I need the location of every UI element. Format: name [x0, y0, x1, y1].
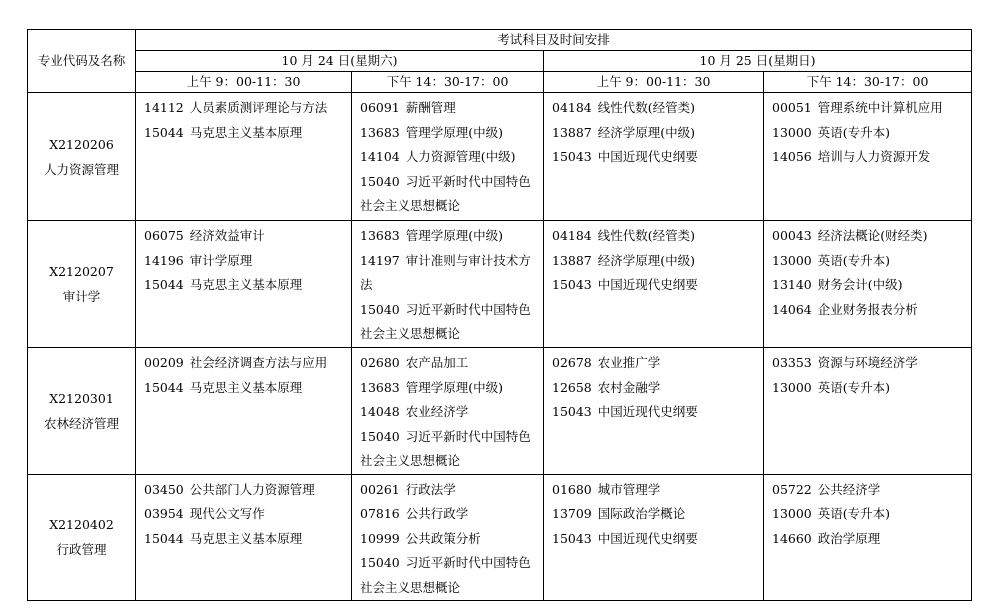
course-code: 15043 [552, 277, 592, 292]
course-name: 管理学原理(中级) [405, 379, 504, 395]
course-code: 14197 [360, 252, 400, 268]
course-code: 06091 [360, 100, 400, 115]
course-name: 审计准则与审计技术方法 [360, 252, 531, 292]
course-code: 13683 [360, 124, 400, 140]
course-item [772, 249, 971, 274]
course-code: 14112 [144, 100, 184, 115]
course-code: 15040 [360, 555, 400, 570]
course-item [144, 376, 351, 401]
major-cell [28, 93, 136, 221]
course-item [144, 96, 351, 121]
course-item [360, 298, 543, 347]
major-column-header: 专业代码及名称 [28, 30, 136, 93]
course-code: 13140 [772, 277, 812, 292]
course-name: 马克思主义基本原理 [189, 124, 303, 140]
course-name: 经济学原理(中级) [597, 252, 696, 268]
course-item [144, 527, 351, 552]
course-code: 15040 [360, 428, 400, 444]
course-code: 03450 [144, 481, 184, 497]
course-code: 14104 [360, 149, 400, 164]
major-cell [28, 348, 136, 475]
course-name: 中国近现代史纲要 [597, 404, 698, 419]
course-code: 00051 [772, 100, 812, 115]
course-name: 管理学原理(中级) [405, 124, 504, 140]
major-name: 行政管理 [56, 542, 107, 558]
course-item [144, 273, 351, 298]
course-name: 社会经济调查方法与应用 [189, 355, 328, 370]
course-code: 03954 [144, 506, 184, 521]
course-item [772, 96, 971, 121]
course-cell [544, 348, 764, 475]
course-name: 政治学原理 [817, 530, 881, 546]
course-name: 经济学原理(中级) [597, 124, 696, 140]
major-code: X2120301 [49, 390, 114, 406]
course-item [772, 298, 971, 323]
course-name: 习近平新时代中国特色社会主义思想概论 [360, 555, 531, 595]
course-cell [352, 474, 544, 601]
course-name: 公共经济学 [817, 481, 881, 497]
course-cell [352, 348, 544, 475]
course-code: 02678 [552, 355, 592, 370]
course-code: 15044 [144, 277, 184, 292]
course-name: 公共部门人力资源管理 [189, 481, 315, 497]
course-cell [352, 221, 544, 348]
course-code: 13709 [552, 506, 592, 521]
course-name: 中国近现代史纲要 [597, 149, 698, 164]
course-item [772, 478, 971, 503]
course-cell [544, 93, 764, 221]
major-name: 审计学 [62, 289, 101, 304]
header-row-days [28, 51, 972, 72]
course-code: 14048 [360, 404, 400, 419]
course-code: 01680 [552, 481, 592, 497]
course-item [360, 249, 543, 298]
course-name: 英语(专升本) [817, 124, 891, 140]
course-name: 农村金融学 [597, 379, 661, 395]
table-row [28, 348, 972, 475]
course-item [144, 478, 351, 503]
course-cell [764, 221, 972, 348]
course-item [552, 224, 763, 249]
course-name: 公共行政学 [405, 506, 469, 521]
course-item [772, 376, 971, 401]
course-code: 13000 [772, 252, 812, 268]
table-row [28, 474, 972, 601]
time-slot-header: 上午 9：00-11：30 [136, 72, 352, 93]
course-item [772, 527, 971, 552]
course-name: 马克思主义基本原理 [189, 379, 303, 395]
course-code: 15043 [552, 404, 592, 419]
course-cell [544, 474, 764, 601]
course-name: 习近平新时代中国特色社会主义思想概论 [360, 173, 531, 213]
course-name: 农业推广学 [597, 355, 661, 370]
table-header [28, 30, 972, 93]
major-code: X2120402 [49, 517, 114, 533]
course-code: 04184 [552, 228, 592, 243]
course-item [552, 121, 763, 146]
course-name: 英语(专升本) [817, 506, 891, 521]
course-name: 薪酬管理 [405, 100, 456, 115]
course-code: 03353 [772, 355, 812, 370]
course-cell [136, 348, 352, 475]
course-item [552, 351, 763, 376]
course-code: 13000 [772, 379, 812, 395]
course-item [360, 224, 543, 249]
course-name: 审计学原理 [189, 252, 253, 268]
course-code: 02680 [360, 355, 400, 370]
course-code: 10999 [360, 530, 400, 546]
course-code: 14196 [144, 252, 184, 268]
course-item [360, 121, 543, 146]
course-name: 英语(专升本) [817, 252, 891, 268]
course-item [360, 96, 543, 121]
course-item [360, 425, 543, 474]
course-code: 13000 [772, 506, 812, 521]
day-header: 10 月 25 日(星期日) [544, 51, 972, 72]
course-item [360, 551, 543, 600]
course-item [360, 351, 543, 376]
course-item [144, 121, 351, 146]
course-code: 13683 [360, 379, 400, 395]
course-code: 14660 [772, 530, 812, 546]
course-item [360, 145, 543, 170]
day-header: 10 月 24 日(星期六) [136, 51, 544, 72]
course-code: 00209 [144, 355, 184, 370]
course-name: 财务会计(中级) [817, 277, 903, 292]
course-item [552, 249, 763, 274]
major-name: 人力资源管理 [43, 161, 119, 177]
course-item [360, 170, 543, 219]
course-item [772, 224, 971, 249]
course-name: 中国近现代史纲要 [597, 530, 698, 546]
course-name: 培训与人力资源开发 [817, 149, 931, 164]
course-name: 习近平新时代中国特色社会主义思想概论 [360, 301, 531, 341]
course-name: 经济效益审计 [189, 228, 265, 243]
course-code: 04184 [552, 100, 592, 115]
course-item [552, 96, 763, 121]
course-code: 13887 [552, 124, 592, 140]
course-name: 习近平新时代中国特色社会主义思想概论 [360, 428, 531, 468]
course-cell [764, 348, 972, 475]
course-code: 15043 [552, 149, 592, 164]
course-item [552, 527, 763, 552]
header-row-slots [28, 72, 972, 93]
course-item [552, 502, 763, 527]
course-item [360, 502, 543, 527]
course-name: 马克思主义基本原理 [189, 530, 303, 546]
course-item [772, 502, 971, 527]
course-item [360, 527, 543, 552]
major-code: X2120206 [49, 136, 114, 152]
exam-schedule-table [27, 29, 972, 601]
course-name: 城市管理学 [597, 481, 661, 497]
time-slot-header: 下午 14：30-17：00 [764, 72, 972, 93]
course-name: 管理系统中计算机应用 [817, 100, 943, 115]
course-name: 公共政策分析 [405, 530, 481, 546]
course-item [360, 400, 543, 425]
course-item [552, 400, 763, 425]
major-name: 农林经济管理 [43, 415, 119, 431]
course-item [360, 376, 543, 401]
course-name: 人力资源管理(中级) [405, 149, 516, 164]
major-cell [28, 221, 136, 348]
major-code: X2120207 [49, 264, 114, 279]
table-body [28, 93, 972, 601]
course-cell [352, 93, 544, 221]
table-row [28, 221, 972, 348]
course-code: 12658 [552, 379, 592, 395]
time-slot-header: 下午 14：30-17：00 [352, 72, 544, 93]
course-cell [136, 221, 352, 348]
course-item [552, 145, 763, 170]
course-name: 英语(专升本) [817, 379, 891, 395]
course-item [144, 502, 351, 527]
course-cell [764, 93, 972, 221]
schedule-header: 考试科目及时间安排 [136, 30, 972, 51]
course-item [772, 273, 971, 298]
course-name: 农产品加工 [405, 355, 469, 370]
course-cell [764, 474, 972, 601]
course-code: 00043 [772, 228, 812, 243]
course-code: 15044 [144, 379, 184, 395]
course-item [360, 478, 543, 503]
course-name: 国际政治学概论 [597, 506, 686, 521]
course-name: 企业财务报表分析 [817, 301, 918, 317]
course-code: 00261 [360, 481, 400, 497]
course-code: 05722 [772, 481, 812, 497]
course-name: 现代公文写作 [189, 506, 265, 521]
course-name: 线性代数(经管类) [597, 228, 696, 243]
course-code: 15040 [360, 173, 400, 189]
course-item [552, 478, 763, 503]
course-code: 07816 [360, 506, 400, 521]
course-item [144, 351, 351, 376]
course-name: 资源与环境经济学 [817, 355, 918, 370]
header-row-1 [28, 30, 972, 51]
course-name: 马克思主义基本原理 [189, 277, 303, 292]
course-code: 15044 [144, 124, 184, 140]
course-item [772, 145, 971, 170]
course-name: 管理学原理(中级) [405, 228, 504, 243]
course-item [552, 376, 763, 401]
course-name: 中国近现代史纲要 [597, 277, 698, 292]
course-code: 13683 [360, 228, 400, 243]
course-item [772, 351, 971, 376]
major-cell [28, 474, 136, 601]
course-code: 15043 [552, 530, 592, 546]
course-item [144, 224, 351, 249]
course-cell [136, 474, 352, 601]
course-code: 15040 [360, 301, 400, 317]
course-code: 14064 [772, 301, 812, 317]
course-item [772, 121, 971, 146]
course-code: 06075 [144, 228, 184, 243]
course-name: 经济法概论(财经类) [817, 228, 928, 243]
course-cell [544, 221, 764, 348]
course-name: 农业经济学 [405, 404, 469, 419]
course-name: 人员素质测评理论与方法 [189, 100, 328, 115]
course-name: 行政法学 [405, 481, 456, 497]
course-code: 13000 [772, 124, 812, 140]
course-name: 线性代数(经管类) [597, 100, 696, 115]
course-code: 14056 [772, 149, 812, 164]
course-item [552, 273, 763, 298]
course-code: 15044 [144, 530, 184, 546]
table-row [28, 93, 972, 221]
time-slot-header: 上午 9：00-11：30 [544, 72, 764, 93]
course-item [144, 249, 351, 274]
course-code: 13887 [552, 252, 592, 268]
course-cell [136, 93, 352, 221]
